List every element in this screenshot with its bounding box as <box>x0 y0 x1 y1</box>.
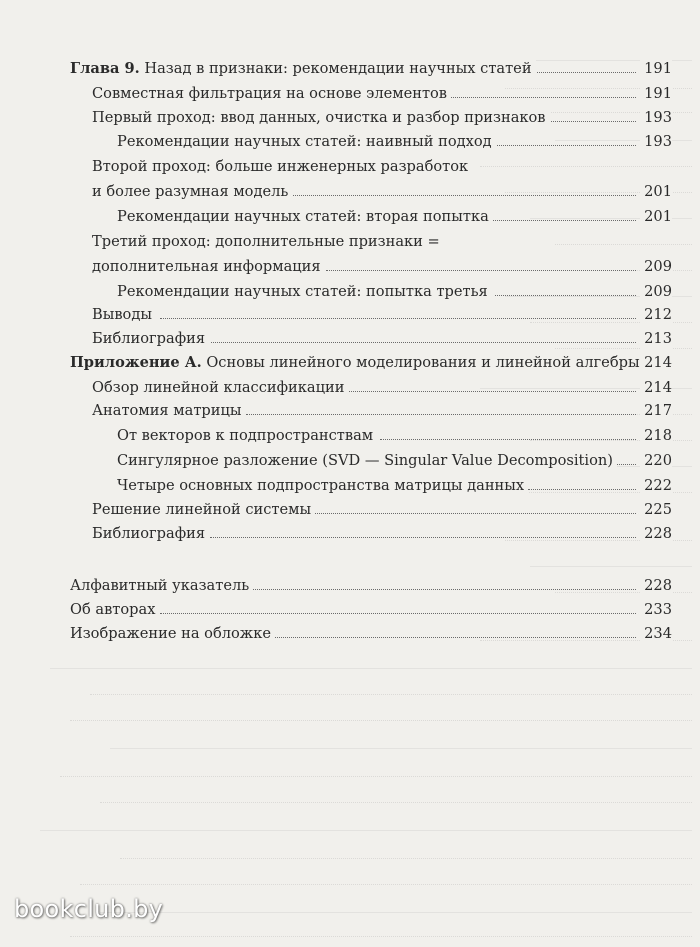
toc-entry-text: Четыре основных подпространства матрицы данных <box>117 477 525 494</box>
dot-leader <box>211 342 636 343</box>
toc-entry-title <box>117 130 496 154</box>
toc-entry-text: Библиография <box>92 525 206 542</box>
toc-entry-text: Решение линейной системы <box>92 501 312 518</box>
toc-entry-text: Об авторах <box>70 601 156 618</box>
toc-entry-text: Назад в признаки: рекомендации научных статей <box>139 60 532 77</box>
toc-entry-text: Второй проход: больше инженерных разработок <box>92 158 469 175</box>
toc-entry-page: 191 <box>640 82 672 106</box>
toc-entry-title <box>117 474 528 498</box>
toc-entry <box>0 449 672 473</box>
bleed-line <box>40 830 692 841</box>
dot-leader <box>282 195 636 196</box>
toc-entry <box>0 498 672 522</box>
toc-entry-text: Выводы <box>92 306 152 323</box>
dot-leader <box>492 220 636 221</box>
toc-entry <box>0 106 672 130</box>
toc-entry <box>0 574 672 598</box>
toc-entry <box>0 424 672 448</box>
bleed-line <box>70 936 692 947</box>
toc-entry-page: 209 <box>640 280 672 304</box>
watermark-logo: bookclub.by <box>14 895 164 923</box>
dot-leader <box>266 637 636 638</box>
bleed-line <box>50 668 692 679</box>
toc-entry-page: 193 <box>640 130 672 154</box>
toc-entry <box>0 280 672 304</box>
dot-leader <box>246 414 636 415</box>
dot-leader <box>446 97 636 98</box>
bleed-line <box>70 720 692 731</box>
toc-entry-title <box>92 399 245 423</box>
dot-leader <box>349 391 636 392</box>
toc-entry-title <box>70 57 536 81</box>
toc-entry-text: Первый проход: ввод данных, очистка и разбор признаков <box>92 109 546 126</box>
toc-entry-title <box>70 574 253 598</box>
toc-entry-text: и более разумная модель <box>92 183 289 200</box>
toc-entry-page: 218 <box>640 424 672 448</box>
toc-entry-text: Изображение на обложке <box>70 625 271 642</box>
toc-entry-text: Анатомия матрицы <box>92 402 242 419</box>
toc-entry-page: 201 <box>640 180 672 204</box>
toc-entry <box>0 255 672 279</box>
toc-entry <box>0 351 672 375</box>
toc-entry <box>0 82 672 106</box>
toc-entry-title <box>92 327 209 351</box>
toc-entry-page: 217 <box>640 399 672 423</box>
dot-leader <box>326 270 636 271</box>
toc-entry <box>0 180 672 204</box>
dot-leader <box>548 121 636 122</box>
toc-entry-page: 222 <box>640 474 672 498</box>
toc-entry <box>0 598 672 622</box>
toc-entry-page: 234 <box>640 622 672 646</box>
toc-entry <box>0 474 672 498</box>
toc-entry <box>0 327 672 351</box>
toc-entry-page: 209 <box>640 255 672 279</box>
toc-entry-page: 225 <box>640 498 672 522</box>
bleed-line <box>80 884 692 895</box>
toc-entry-title <box>117 205 493 229</box>
toc-entry <box>0 303 672 327</box>
toc-entry-text: Обзор линейной классификации <box>92 379 345 396</box>
dot-leader <box>210 537 636 538</box>
toc-entry-title <box>92 230 444 254</box>
toc-entry-title <box>92 303 156 327</box>
toc-entry-text: От векторов к подпространствам <box>117 427 374 444</box>
toc-entry-page: 212 <box>640 303 672 327</box>
dot-leader <box>250 589 636 590</box>
toc-entry-page: 228 <box>640 522 672 546</box>
toc-entry <box>0 376 672 400</box>
toc-entry-title <box>92 155 472 179</box>
toc-entry-label: Глава 9. <box>70 60 140 77</box>
toc-entry <box>0 57 672 81</box>
dot-leader <box>309 513 636 514</box>
toc-entry-title <box>92 498 315 522</box>
toc-entry-text: дополнительная информация <box>92 258 321 275</box>
toc-entry-page: 228 <box>640 574 672 598</box>
dot-leader <box>380 439 636 440</box>
toc-entry-text: Сингулярное разложение (SVD — Singular Value Decomposition) <box>117 452 613 469</box>
toc-entry <box>0 399 672 423</box>
toc-entry-title <box>92 255 325 279</box>
bleed-line <box>100 912 692 923</box>
toc-entry-text: Третий проход: дополнительные признаки = <box>92 233 440 250</box>
dot-leader <box>490 145 636 146</box>
toc-entry <box>0 130 672 154</box>
toc-entry-page: 233 <box>640 598 672 622</box>
toc-entry-title <box>92 106 550 130</box>
toc-entry-page: 214 <box>640 351 672 375</box>
toc-entry-page: 213 <box>640 327 672 351</box>
bleed-line <box>90 694 692 705</box>
toc-entry-title <box>117 449 617 473</box>
toc-entry-title <box>70 351 644 375</box>
toc-entry-page: 193 <box>640 106 672 130</box>
toc-entry-title <box>92 180 292 204</box>
toc-entry-page: 191 <box>640 57 672 81</box>
toc-entry-text: Библиография <box>92 330 206 347</box>
dot-leader <box>160 613 636 614</box>
bleed-line <box>60 776 692 787</box>
toc-entry-text: Рекомендации научных статей: наивный подход <box>117 133 492 150</box>
toc-entry-text: Основы линейного моделирования и линейной алгебры <box>201 354 640 371</box>
toc-entry-title <box>117 280 492 304</box>
toc-entry-title <box>117 424 377 448</box>
toc-entry-label: Приложение А. <box>70 354 202 371</box>
bleed-line <box>100 802 692 813</box>
toc-entry-title <box>70 598 159 622</box>
toc-entry-title <box>92 82 451 106</box>
toc-entry <box>0 155 672 179</box>
toc-entry-text: Рекомендации научных статей: вторая попытка <box>117 208 489 225</box>
dot-leader <box>495 295 636 296</box>
dot-leader <box>160 318 636 319</box>
toc-entry <box>0 622 672 646</box>
bleed-line <box>110 748 692 759</box>
toc-entry <box>0 230 672 254</box>
toc-entry-title <box>70 622 275 646</box>
bleed-line <box>120 858 692 869</box>
toc-entry-text: Совместная фильтрация на основе элементов <box>92 85 448 102</box>
toc-entry-text: Рекомендации научных статей: попытка третья <box>117 283 488 300</box>
toc-entry-page: 201 <box>640 205 672 229</box>
toc-entry-page: 220 <box>640 449 672 473</box>
toc-entry-title <box>92 376 348 400</box>
dot-leader <box>528 489 636 490</box>
toc-entry-page: 214 <box>640 376 672 400</box>
toc-entry-title <box>92 522 209 546</box>
toc-entry <box>0 205 672 229</box>
toc-entry-text: Алфавитный указатель <box>70 577 250 594</box>
toc-entry <box>0 522 672 546</box>
